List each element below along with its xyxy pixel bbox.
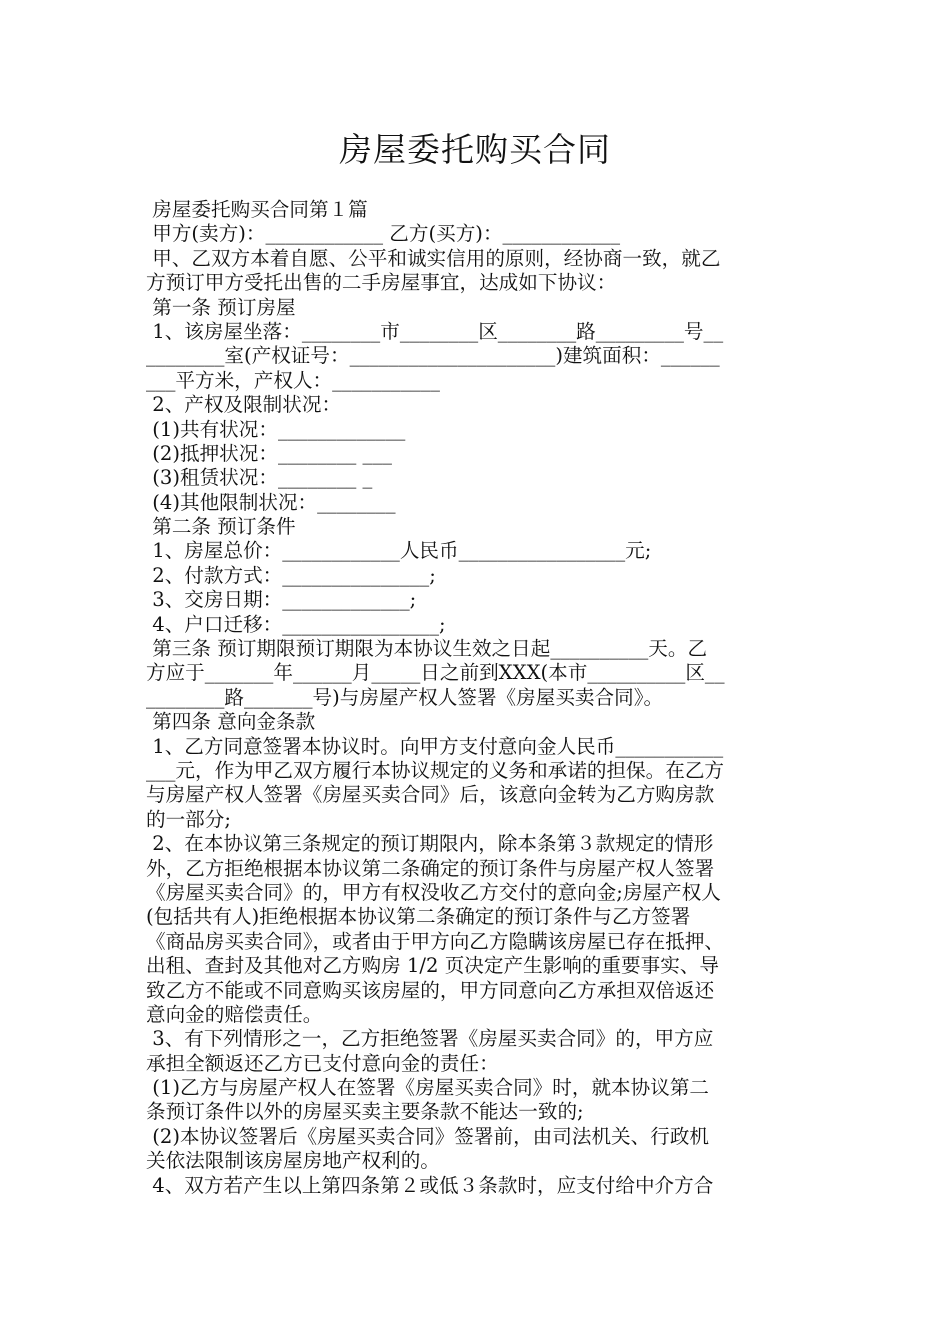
- text-line: 3、交房日期：_____________;: [146, 588, 417, 612]
- text-line: 4、户口迁移：________________;: [146, 612, 446, 636]
- text-line: 4、双方若产生以上第四条第２或低３条款时，应支付给中介方合: [146, 1173, 714, 1197]
- text-line: ___元，作为甲乙双方履行本协议规定的义务和承诺的担保。在乙方: [146, 758, 725, 782]
- text-line: (1)乙方与房屋产权人在签署《房屋买卖合同》时，就本协议第二: [146, 1076, 710, 1100]
- text-line: 方应于_______年______月_____日之前到XXX(本市__________区__: [146, 661, 725, 685]
- text-line: (包括共有人)拒绝根据本协议第二条确定的预订条件与乙方签署: [146, 905, 691, 929]
- text-line: (3)租赁状况：________ _: [146, 466, 373, 490]
- text-line: 第三条 预订期限预订期限为本协议生效之日起__________天。乙: [146, 637, 708, 661]
- text-line: 2、产权及限制状况：: [146, 393, 342, 417]
- text-line: 2、在本协议第三条规定的预订期限内，除本条第３款规定的情形: [146, 832, 714, 856]
- text-line: 条预订条件以外的房屋买卖主要条款不能达一致的;: [146, 1100, 584, 1124]
- text-line: 1、房屋总价：____________人民币_________________元;: [146, 539, 652, 563]
- text-line: 第四条 意向金条款: [146, 710, 316, 734]
- text-line: 的一部分;: [146, 807, 231, 831]
- text-line: 甲方(卖方)：____________ 乙方(买方)：____________: [146, 222, 621, 246]
- text-line: 1、乙方同意签署本协议时。向甲方支付意向金人民币___________: [146, 734, 724, 758]
- text-line: (4)其他限制状况：________: [146, 490, 396, 514]
- document-body: [146, 198, 814, 1198]
- text-line: (1)共有状况：_____________: [146, 417, 406, 441]
- text-line: 关依法限制该房屋房地产权利的。: [146, 1149, 440, 1173]
- text-line: ________室(产权证号：_____________________)建筑面积：______: [146, 344, 720, 368]
- text-line: 外，乙方拒绝根据本协议第二条确定的预订条件与房屋产权人签署: [146, 856, 715, 880]
- text-line: 2、付款方式：_______________;: [146, 563, 436, 587]
- text-line: 致乙方不能或不同意购买该房屋的，甲方同意向乙方承担双倍返还: [146, 978, 715, 1002]
- document-title: 房屋委托购买合同: [339, 130, 611, 169]
- text-line: 第一条 预订房屋: [146, 295, 296, 319]
- text-line: ________路_______号)与房屋产权人签署《房屋买卖合同》。: [146, 685, 664, 709]
- text-line: 方预订甲方受托出售的二手房屋事宜，达成如下协议：: [146, 271, 617, 295]
- text-line: (2)本协议签署后《房屋买卖合同》签署前，由司法机关、行政机: [146, 1124, 710, 1148]
- text-line: 甲、乙双方本着自愿、公平和诚实信用的原则，经协商一致，就乙: [146, 246, 721, 270]
- text-line: 与房屋产权人签署《房屋买卖合同》后，该意向金转为乙方购房款: [146, 783, 715, 807]
- text-line: 第二条 预订条件: [146, 515, 296, 539]
- text-line: 《商品房买卖合同》，或者由于甲方向乙方隐瞒该房屋已存在抵押、: [146, 929, 725, 953]
- text-line: 出租、查封及其他对乙方购房 1/2 页决定产生影响的重要事实、导: [146, 954, 720, 978]
- text-line: 房屋委托购买合同第１篇: [146, 198, 368, 221]
- text-line: 3、有下列情形之一，乙方拒绝签署《房屋买卖合同》的，甲方应: [146, 1027, 714, 1051]
- text-line: 承担全额返还乙方已支付意向金的责任：: [146, 1051, 499, 1075]
- text-line: ___平方米，产权人：___________: [146, 368, 440, 392]
- text-line: 意向金的赔偿责任。: [146, 1002, 323, 1026]
- text-line: 1、该房屋坐落：________市________区________路_________号__: [146, 319, 724, 343]
- text-line: (2)抵押状况：________ ___: [146, 441, 392, 465]
- text-line: 《房屋买卖合同》的，甲方有权没收乙方交付的意向金;房屋产权人: [146, 880, 721, 904]
